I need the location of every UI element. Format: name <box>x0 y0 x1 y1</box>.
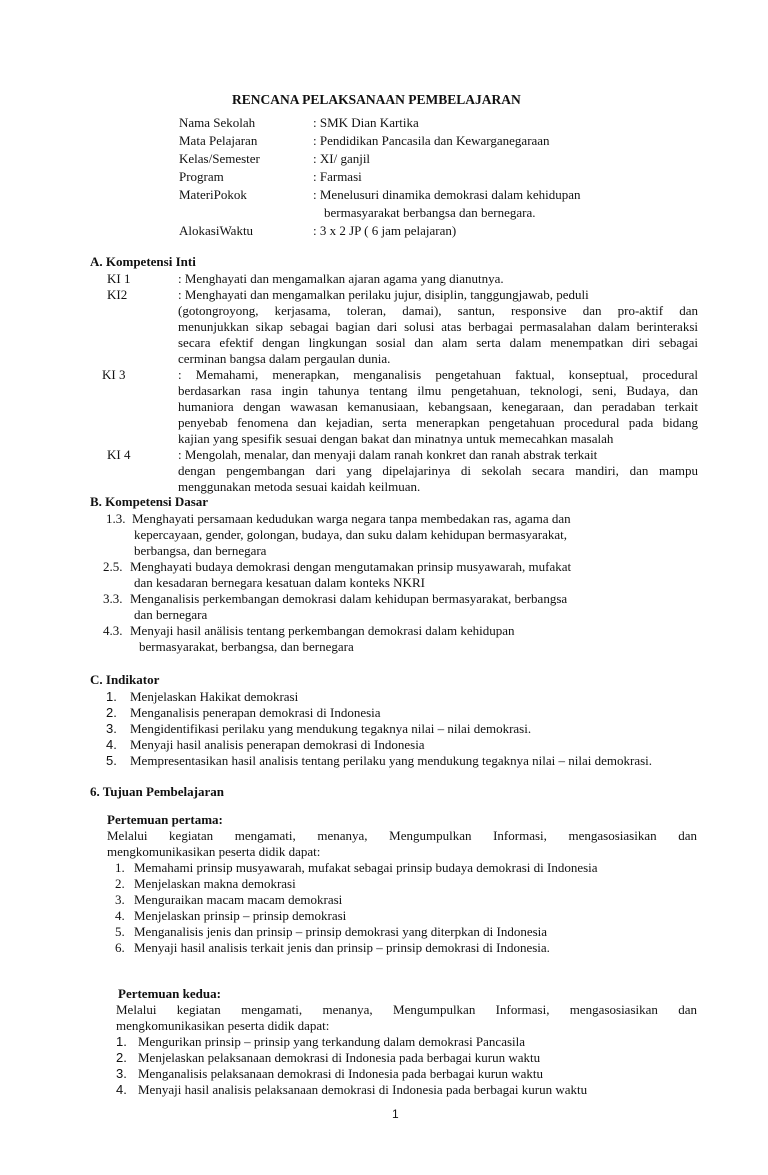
meeting-intro: mengkomunikasikan peserta didik dapat: <box>116 1018 330 1033</box>
indicator-text: Menjelaskan Hakikat demokrasi <box>130 689 299 704</box>
identity-value-continued: bermasyarakat berbangsa dan bernegara. <box>324 205 536 220</box>
page-number: 1 <box>392 1107 399 1121</box>
objective-number: 3. <box>116 1066 127 1081</box>
kd-text-line: dan bernegara <box>134 607 208 622</box>
ki-code: KI 4 <box>107 447 131 462</box>
objective-number: 1. <box>116 1034 127 1049</box>
ki-text-line: menggunakan metoda sesuai kaidah keilmuan. <box>178 479 421 494</box>
objective-number: 2. <box>115 876 125 891</box>
indicator-number: 4. <box>106 737 117 752</box>
identity-label: MateriPokok <box>179 187 247 202</box>
ki-text-line: : Memahami, menerapkan, menganalisis pengetahuan faktual, konseptual, procedural <box>178 367 698 382</box>
meeting-heading: Pertemuan pertama: <box>107 812 223 827</box>
meeting-heading: Pertemuan kedua: <box>118 986 221 1001</box>
objective-text: Menyaji hasil analisis pelaksanaan demokrasi di Indonesia pada berbagai kurun waktu <box>138 1082 588 1097</box>
ki-text-line: dengan pengembangan dari yang dipelajarinya di sekolah secara mandiri, dan mampu <box>178 463 698 478</box>
ki-text-line: : Mengolah, menalar, dan menyaji dalam ranah konkret dan ranah abstrak terkait <box>178 447 598 462</box>
identity-value: : SMK Dian Kartika <box>313 115 419 130</box>
objective-text: Menjelaskan pelaksanaan demokrasi di Indonesia pada berbagai kurun waktu <box>138 1050 541 1065</box>
ki-text-line: penyebab fenomena dan kejadian, serta menerapkan pengetahuan procedural pada bidang <box>178 415 698 430</box>
kd-text-line: Menghayati budaya demokrasi dengan mengutamakan prinsip musyawarah, mufakat <box>130 559 572 574</box>
identity-label: Kelas/Semester <box>179 151 260 166</box>
identity-label: Program <box>179 169 224 184</box>
ki-text-line: kajian yang spesifik sesuai dengan bakat dan minatnya untuk memecahkan masalah <box>178 431 614 446</box>
meeting-intro: mengkomunikasikan peserta didik dapat: <box>107 844 321 859</box>
identity-value: : Farmasi <box>313 169 362 184</box>
ki-text-line: : Menghayati dan mengamalkan ajaran agama yang dianutnya. <box>178 271 504 286</box>
kd-number: 3.3. <box>103 591 123 606</box>
ki-text-line: secara efektif dengan lingkungan sosial dan alam serta dalam menempatkan diri sebagai <box>178 335 698 350</box>
meeting-intro: Melalui kegiatan mengamati, menanya, Mengumpulkan Informasi, mengasosiasikan dan <box>116 1002 697 1017</box>
objective-text: Menjelaskan makna demokrasi <box>134 876 296 891</box>
ki-text-line: berdasarkan rasa ingin tahunya tentang ilmu pengetahuan, teknologi, seni, Budaya, dan <box>178 383 698 398</box>
objective-number: 4. <box>115 908 125 923</box>
objective-text: Memahami prinsip musyawarah, mufakat sebagai prinsip budaya demokrasi di Indonesia <box>134 860 598 875</box>
document-title: RENCANA PELAKSANAAN PEMBELAJARAN <box>232 92 521 107</box>
indicator-number: 2. <box>106 705 117 720</box>
identity-value: : Pendidikan Pancasila dan Kewarganegaraan <box>313 133 550 148</box>
kd-number: 2.5. <box>103 559 123 574</box>
indicator-number: 1. <box>106 689 117 704</box>
kd-text-line: berbangsa, dan bernegara <box>134 543 267 558</box>
kd-text-line: Menganalisis perkembangan demokrasi dalam kehidupan bermasyarakat, berbangsa <box>130 591 568 606</box>
kd-text-line: Menghayati persamaan kedudukan warga negara tanpa membedakan ras, agama dan <box>132 511 571 526</box>
indicator-text: Menyaji hasil analisis penerapan demokrasi di Indonesia <box>130 737 425 752</box>
section-heading: C. Indikator <box>90 672 160 687</box>
indicator-text: Mengidentifikasi perilaku yang mendukung tegaknya nilai – nilai demokrasi. <box>130 721 532 736</box>
kd-text-line: Menyaji hasil anälisis tentang perkembangan demokrasi dalam kehidupan <box>130 623 515 638</box>
objective-number: 6. <box>115 940 125 955</box>
ki-code: KI 3 <box>102 367 126 382</box>
identity-value: : XI/ ganjil <box>313 151 371 166</box>
ki-code: KI 1 <box>107 271 131 286</box>
objective-text: Menguraikan macam macam demokrasi <box>134 892 343 907</box>
indicator-text: Menganalisis penerapan demokrasi di Indonesia <box>130 705 381 720</box>
identity-label: AlokasiWaktu <box>179 223 254 238</box>
section-heading: A. Kompetensi Inti <box>90 254 196 269</box>
indicator-text: Mempresentasikan hasil analisis tentang perilaku yang mendukung tegaknya nilai – nilai demokrasi. <box>130 753 653 768</box>
ki-text-line: (gotongroyong, kerjasama, toleran, damai), santun, responsive dan pro-aktif dan <box>178 303 698 318</box>
objective-number: 2. <box>116 1050 127 1065</box>
identity-label: Nama Sekolah <box>179 115 256 130</box>
kd-number: 1.3. <box>106 511 126 526</box>
identity-value: : Menelusuri dinamika demokrasi dalam kehidupan <box>313 187 581 202</box>
ki-text-line: menunjukkan sikap sebagai bagian dari solusi atas berbagai permasalahan dalam berinteraksi <box>178 319 698 334</box>
section-heading: 6. Tujuan Pembelajaran <box>90 784 224 799</box>
objective-number: 1. <box>115 860 125 875</box>
ki-text-line: : Menghayati dan mengamalkan perilaku jujur, disiplin, tanggungjawab, peduli <box>178 287 589 302</box>
ki-text-line: humaniora dengan wawasan kemanusiaan, kebangsaan, kenegaraan, dan peradaban terkait <box>178 399 698 414</box>
kd-number: 4.3. <box>103 623 123 638</box>
objective-number: 5. <box>115 924 125 939</box>
identity-label: Mata Pelajaran <box>179 133 258 148</box>
objective-text: Menyaji hasil analisis terkait jenis dan prinsip – prinsip demokrasi di Indonesia. <box>134 940 550 955</box>
objective-text: Menganalisis pelaksanaan demokrasi di Indonesia pada berbagai kurun waktu <box>138 1066 544 1081</box>
objective-number: 4. <box>116 1082 127 1097</box>
kd-text-line: dan kesadaran bernegara kesatuan dalam konteks NKRI <box>134 575 425 590</box>
objective-number: 3. <box>115 892 125 907</box>
meeting-intro: Melalui kegiatan mengamati, menanya, Mengumpulkan Informasi, mengasosiasikan dan <box>107 828 697 843</box>
ki-text-line: cerminan bangsa dalam pergaulan dunia. <box>178 351 391 366</box>
identity-value: : 3 x 2 JP ( 6 jam pelajaran) <box>313 223 457 238</box>
section-heading: B. Kompetensi Dasar <box>90 494 209 509</box>
indicator-number: 3. <box>106 721 117 736</box>
objective-text: Menganalisis jenis dan prinsip – prinsip demokrasi yang diterpkan di Indonesia <box>134 924 548 939</box>
kd-text-line: kepercayaan, gender, golongan, budaya, dan suku dalam kehidupan bermasyarakat, <box>134 527 568 542</box>
objective-text: Mengurikan prinsip – prinsip yang terkandung dalam demokrasi Pancasila <box>138 1034 526 1049</box>
objective-text: Menjelaskan prinsip – prinsip demokrasi <box>134 908 347 923</box>
indicator-number: 5. <box>106 753 117 768</box>
ki-code: KI2 <box>107 287 128 302</box>
kd-text-line: bermasyarakat, berbangsa, dan bernegara <box>139 639 354 654</box>
